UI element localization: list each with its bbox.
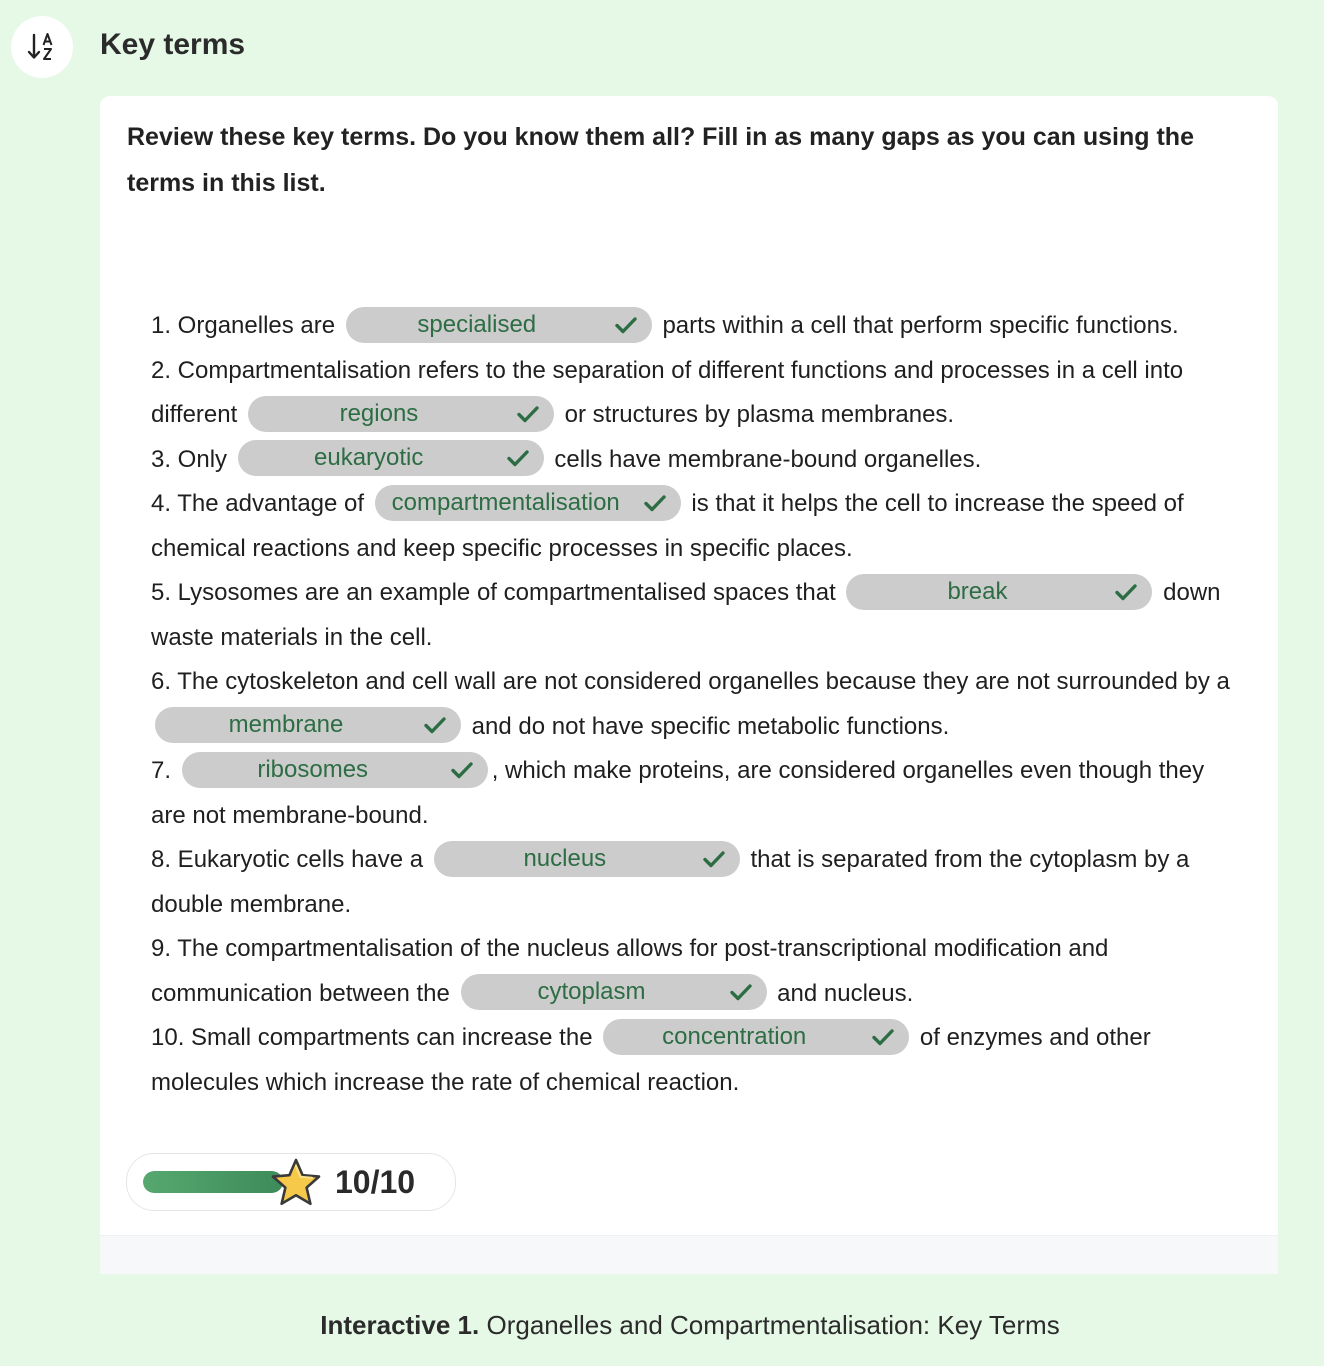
key-terms-card [100, 96, 1278, 1274]
section-title: Key terms [100, 28, 246, 61]
answer-gap-4[interactable] [375, 485, 681, 521]
check-icon [729, 980, 753, 1004]
check-icon [643, 491, 667, 515]
question-text-before: 4. The advantage of [151, 490, 371, 517]
answer-gap-1[interactable] [346, 307, 652, 343]
answer-gap-6[interactable] [155, 707, 461, 743]
answer-gap-9[interactable] [461, 974, 767, 1010]
question-text-before: 6. The cytoskeleton and cell wall are not considered organelles because they are not surrounded by a [151, 668, 1230, 695]
question-text-before: 3. Only [151, 445, 234, 473]
question-9 [151, 927, 1241, 1016]
question-text-after: , which make proteins, are considered organelles even though they are not membrane-bound. [151, 757, 1205, 829]
star-icon [269, 1157, 323, 1209]
answer-gap-2[interactable] [248, 396, 554, 432]
instruction-text: Review these key terms. Do you know them all? Fill in as many gaps as you can using the terms in this list. [127, 123, 1194, 197]
question-text-before: 8. Eukaryotic cells have a [151, 846, 430, 873]
answer-gap-5[interactable] [846, 574, 1152, 610]
question-7 [151, 749, 1241, 838]
question-text-after: and nucleus. [770, 979, 914, 1007]
question-text-after: or structures by plasma membranes. [557, 401, 955, 428]
caption-label: Interactive 1. [320, 1310, 480, 1340]
answer-gap-7[interactable] [182, 752, 488, 788]
progress-bar [143, 1171, 283, 1193]
check-icon [516, 402, 540, 426]
question-text-after: cells have membrane-bound organelles. [547, 445, 982, 473]
card-footer [100, 1235, 1278, 1274]
question-5 [151, 571, 1241, 660]
sort-alpha-icon-button[interactable] [11, 16, 73, 78]
question-text-after: parts within a cell that perform specific functions. [655, 312, 1179, 339]
question-text-after: and do not have specific metabolic functions. [465, 712, 950, 740]
answer-text: ribosomes [257, 755, 369, 783]
progress-bar-fill [143, 1171, 283, 1193]
question-list [151, 304, 1241, 1105]
answer-text: cytoplasm [537, 978, 646, 1006]
question-text-before: 7. [151, 757, 178, 784]
check-icon [614, 313, 638, 337]
question-text-after: that is separated from the cytoplasm by a double membrane. [151, 846, 1190, 918]
answer-gap-3[interactable] [238, 440, 544, 476]
check-icon [423, 713, 447, 737]
question-text-before: 10. Small compartments can increase the [151, 1024, 600, 1051]
question-10 [151, 1016, 1241, 1105]
check-icon [871, 1025, 895, 1049]
answer-text: break [947, 577, 1008, 605]
check-icon [506, 446, 530, 470]
check-icon [1114, 580, 1138, 604]
check-icon [450, 758, 474, 782]
question-text-after: is that it helps the cell to increase the speed of chemical reactions and keep specific processes in specific places. [151, 490, 1184, 562]
question-text-before: 5. Lysosomes are an example of compartmentalised spaces that [151, 579, 843, 606]
question-2 [151, 349, 1241, 438]
figure-caption [0, 1310, 1324, 1341]
answer-text: compartmentalisation [391, 488, 620, 516]
question-6 [151, 660, 1241, 749]
answer-text: regions [339, 399, 419, 427]
question-text-after: down waste materials in the cell. [151, 579, 1221, 651]
answer-text: eukaryotic [314, 444, 424, 472]
question-8 [151, 838, 1241, 927]
question-1 [151, 304, 1241, 349]
score-indicator [126, 1153, 456, 1211]
question-4 [151, 482, 1241, 571]
caption-text: Organelles and Compartmentalisation: Key Terms [479, 1310, 1060, 1340]
score-text: 10/10 [335, 1164, 416, 1200]
sort-alpha-icon [25, 30, 59, 64]
check-icon [702, 847, 726, 871]
answer-text: nucleus [523, 844, 607, 872]
answer-text: concentration [662, 1022, 807, 1050]
question-text-before: 2. Compartmentalisation refers to the separation of different functions and processes in a cell into different [151, 356, 1184, 428]
answer-gap-10[interactable] [603, 1019, 909, 1055]
question-3 [151, 438, 1241, 483]
question-text-before: 9. The compartmentalisation of the nucleus allows for post-transcriptional modification and communication between the [151, 935, 1109, 1007]
answer-text: membrane [228, 711, 344, 739]
answer-gap-8[interactable] [434, 841, 740, 877]
question-text-after: of enzymes and other molecules which increase the rate of chemical reaction. [151, 1024, 1151, 1096]
answer-text: specialised [417, 310, 537, 338]
question-text-before: 1. Organelles are [151, 312, 342, 339]
